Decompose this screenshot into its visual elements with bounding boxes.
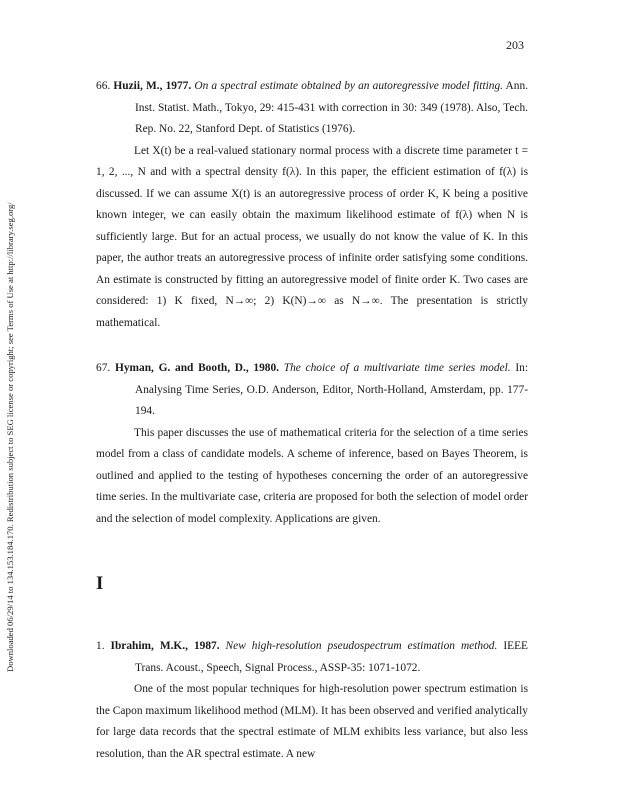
entry-source: In: Analysing Time Series, O.D. Anderson, Editor, North-Holland, Amsterdam, pp. 177-194. bbox=[135, 362, 528, 417]
entry-title: The choice of a multivariate time series model. bbox=[283, 362, 511, 374]
entry-title: On a spectral estimate obtained by an autoregressive model fitting. bbox=[194, 80, 504, 92]
entry-number: 66. bbox=[96, 80, 111, 92]
entry-authors: Hyman, G. and Booth, D., 1980. bbox=[114, 362, 280, 374]
entry-number: 67. bbox=[96, 362, 111, 374]
download-notice: Downloaded 06/29/14 to 134.153.184.170. Redistribution subject to SEG license or copyright; see Terms of Use at http://library.seg.org/ bbox=[5, 202, 15, 672]
entry-header bbox=[96, 358, 528, 423]
entry-authors: Ibrahim, M.K., 1987. bbox=[110, 640, 220, 652]
entry-abstract: Let X(t) be a real-valued stationary normal process with a discrete time parameter t = 1, 2, ..., N and with a spectral density f(λ). In this paper, the efficient estimation of f(λ) is discussed. If we can assume X(t) is an autoregressive process of order K, K being a positive known integer, we can easily obtain the maximum likelihood estimate of f(λ) when N is sufficiently large. But for an actual process, we usually do not know the value of K. In this paper, the author treats an autoregressive process of infinite order satisfying some conditions. An estimate is constructed by fitting an autoregressive model of finite order K. Two cases are considered: 1) K fixed, N→∞; 2) K(N)→∞ as N→∞. The presentation is strictly mathematical. bbox=[96, 144, 528, 329]
entry-title: New high-resolution pseudospectrum estimation method. bbox=[225, 640, 498, 652]
entry-header bbox=[96, 76, 528, 141]
entry-source: IEEE Trans. Acoust., Speech, Signal Process., ASSP-35: 1071-1072. bbox=[135, 640, 528, 674]
entry-authors: Huzii, M., 1977. bbox=[113, 80, 192, 92]
section-heading: I bbox=[96, 573, 104, 594]
bibliography-entry bbox=[96, 76, 528, 334]
entry-source: Ann. Inst. Statist. Math., Tokyo, 29: 415-431 with correction in 30: 349 (1978). Also, Tech. Rep. No. 22, Stanford Dept. of Statistics (1976). bbox=[135, 80, 529, 135]
bibliography-entry bbox=[96, 358, 528, 530]
entry-abstract: This paper discusses the use of mathematical criteria for the selection of a time series model from a class of candidate models. A scheme of inference, based on Bayes Theorem, is outlined and applied to the testing of hypotheses concerning the order of an autoregressive time series. In the multivariate case, criteria are proposed for both the selection of model order and the selection of model complexity. Applications are given. bbox=[96, 426, 528, 525]
bibliography-entry bbox=[96, 636, 528, 765]
entry-header bbox=[96, 636, 528, 679]
entry-number: 1. bbox=[96, 640, 105, 652]
entry-abstract: One of the most popular techniques for high-resolution power spectrum estimation is the Capon maximum likelihood method (MLM). It has been observed and verified analytically for large data records that the spectral estimate of MLM exhibits less variance, but also less resolution, than the AR spectral estimate. A new bbox=[96, 683, 528, 760]
page-number: 203 bbox=[506, 38, 524, 52]
